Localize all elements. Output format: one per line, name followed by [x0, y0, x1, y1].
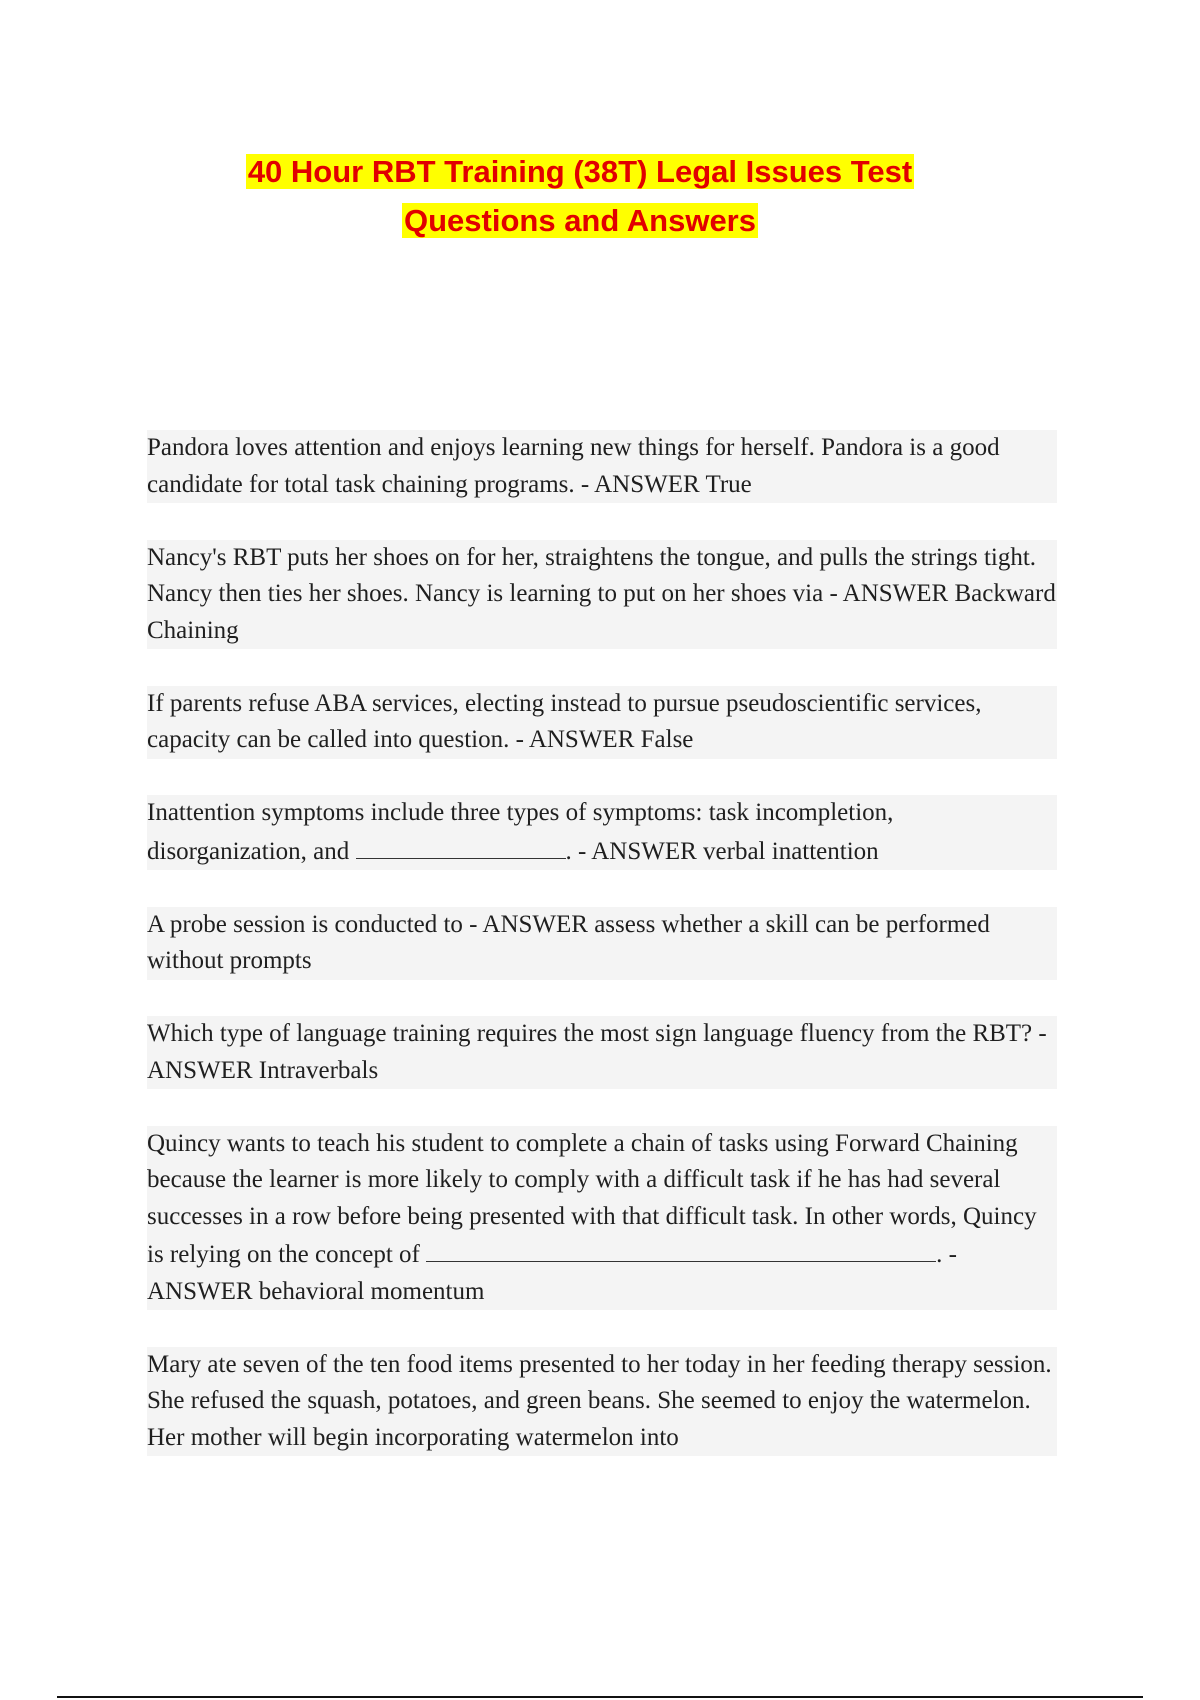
qa-item-7 — [147, 1126, 1057, 1311]
question-text: Inattention symptoms include three types of symptoms: task incompletion, disorganization, and — [147, 799, 894, 865]
question-text: Mary ate seven of the ten food items presented to her today in her feeding therapy session. She refused the squash, potatoes, and green beans. She seemed to enjoy the watermelon. Her mother will begin incorporating watermelon into — [147, 1350, 1052, 1451]
question-text-end: . - — [936, 1241, 957, 1268]
title-line-2-text: Questions and Answers — [404, 203, 756, 238]
qa-item-5 — [147, 907, 1057, 980]
qa-item-3 — [147, 686, 1057, 759]
fill-in-blank-line — [426, 1235, 936, 1262]
title-line-1-text: 40 Hour RBT Training (38T) Legal Issues Test — [247, 154, 913, 189]
title-line-1 — [0, 147, 1160, 196]
title-line-2 — [0, 196, 1160, 245]
answer-text: ANSWER True — [594, 470, 752, 498]
answer-text: ANSWER Backward Chaining — [147, 580, 1056, 644]
question-text: Pandora loves attention and enjoys learning new things for herself. Pandora is a good candidate for total task chaining programs. - — [147, 434, 1000, 498]
qa-item-6 — [147, 1016, 1057, 1089]
question-text: A probe session is conducted to - — [147, 910, 483, 938]
question-text: Quincy wants to teach his student to complete a chain of tasks using Forward Chaining because the learner is more likely to comply with a difficult task if he has had several successes in a row before being presented with that difficult task. In other words, Quincy is relying on the concept of — [147, 1129, 1037, 1268]
question-text: Nancy's RBT puts her shoes on for her, straightens the tongue, and pulls the strings tight. Nancy then ties her shoes. Nancy is learning to put on her shoes via - — [147, 543, 1037, 607]
qa-item-4 — [147, 795, 1057, 870]
page-bottom-rule — [57, 1696, 1143, 1698]
question-text: Which type of language training requires the most sign language fluency from the RBT? - — [147, 1020, 1047, 1047]
question-text-end: . - — [565, 837, 592, 865]
qa-item-2 — [147, 540, 1057, 650]
qa-list — [147, 430, 1057, 1493]
answer-text: ANSWER Intraverbals — [147, 1056, 379, 1084]
answer-text: ANSWER behavioral momentum — [147, 1277, 485, 1305]
answer-text: ANSWER assess whether a skill can be performed without prompts — [147, 910, 990, 974]
question-text: If parents refuse ABA services, electing instead to pursue pseudoscientific services, capacity can be called into question. - — [147, 689, 982, 753]
fill-in-blank-line — [356, 832, 566, 859]
qa-item-8 — [147, 1347, 1057, 1457]
qa-item-1 — [147, 430, 1057, 503]
answer-text: ANSWER verbal inattention — [591, 837, 879, 865]
answer-text: ANSWER False — [528, 726, 694, 753]
document-title — [0, 147, 1160, 245]
